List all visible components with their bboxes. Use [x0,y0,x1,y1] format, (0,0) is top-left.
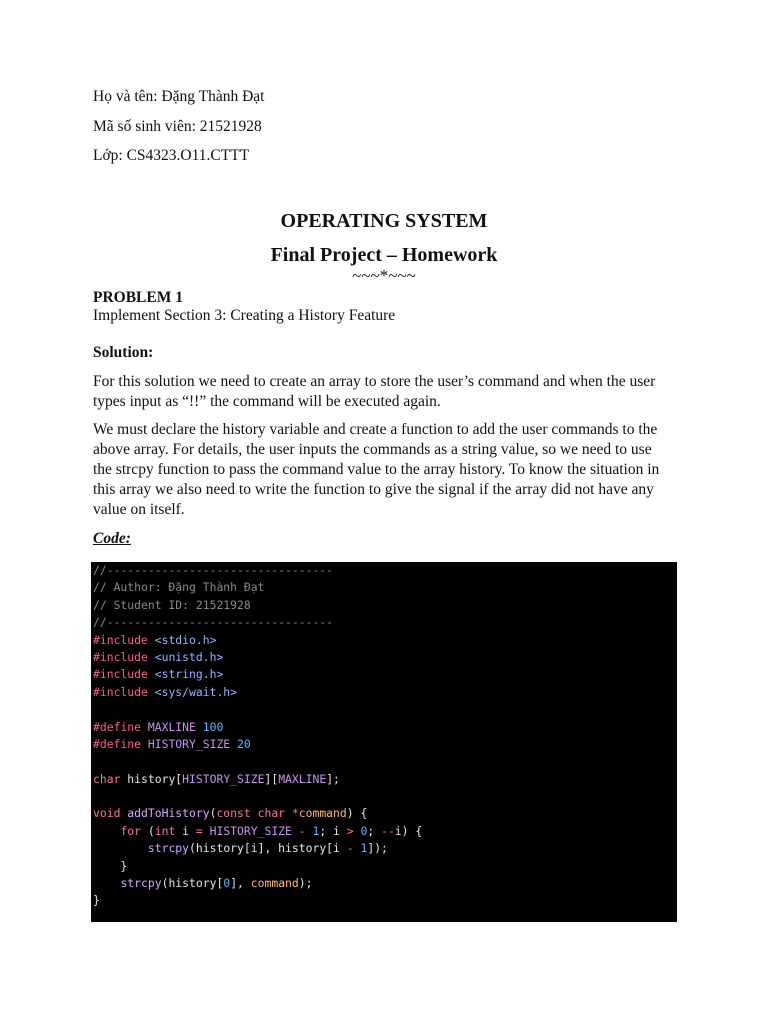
code-token: ) { [346,806,368,821]
code-token: #include [93,667,155,682]
code-token: strcpy [147,841,190,856]
code-token: 1 [360,841,368,856]
code-token: #include [93,684,155,699]
code-token: = [195,823,210,838]
code-token: <sys/wait.h> [154,684,238,699]
code-token: MAXLINE [147,719,203,734]
code-token: MAXLINE [278,771,327,786]
solution-paragraph-1: For this solution we need to create an array to store the user’s command and when the user types input as “!!” the command will be executed again. [93,373,656,410]
code-token: ); [298,876,313,891]
code-line [93,684,677,701]
code-token: #include [93,632,155,647]
code-listing [91,562,677,910]
code-token: 0 [360,823,368,838]
code-token: > [346,823,361,838]
code-token: 0 [223,876,231,891]
code-token: char [93,771,128,786]
code-line [93,875,677,892]
student-id: Mã số sinh viên: 21521928 [93,118,262,135]
code-line [93,736,677,753]
code-token: HISTORY_SIZE [182,771,265,786]
code-token: command [250,876,299,891]
code-token: // Author: Đặng Thành Đạt [93,580,265,595]
code-token: ]); [367,841,388,856]
code-token: int [154,823,183,838]
code-token: -- [381,823,395,838]
code-token: ]; [326,771,340,786]
code-token: HISTORY_SIZE [209,823,299,838]
code-token: } [93,893,100,908]
code-token: (history[i], history[i [189,841,347,856]
student-name: Họ và tên: Đặng Thành Đạt [93,88,265,105]
code-token: //--------------------------------- [93,615,334,630]
code-token: history[ [127,771,183,786]
code-token: <unistd.h> [154,649,224,664]
code-line [93,892,677,909]
code-token: <stdio.h> [154,632,217,647]
code-token: ( [147,823,155,838]
code-line [93,858,677,875]
code-token: HISTORY_SIZE [147,736,238,751]
code-token: ; [367,823,382,838]
code-line [93,666,677,683]
code-token: ( [209,806,217,821]
code-token: i) { [394,823,423,838]
student-class: Lớp: CS4323.O11.CTTT [93,147,250,164]
code-token: (history[ [161,876,224,891]
problem-heading: PROBLEM 1 [93,289,183,306]
code-line [93,632,677,649]
code-block [91,562,677,922]
code-token: * [291,806,299,821]
code-label: Code: [93,530,131,547]
solution-paragraph-2: We must declare the history variable and create a function to add the user commands to the above array. For details, the user inputs the commands as a string value, so we need to use the strcpy function to pass the command value to the array history. To know the situation in this array we also need to write the function to give the signal if the array did not have any value on itself. [93,421,660,518]
code-line [93,614,677,631]
code-line [93,649,677,666]
code-line [93,753,677,770]
code-token [93,876,120,890]
code-line [93,562,677,579]
code-token: //--------------------------------- [93,563,334,577]
code-token [93,841,148,855]
code-token: ; i [319,823,347,838]
code-token: strcpy [120,876,162,891]
code-token: <string.h> [154,667,224,682]
document-subtitle: Final Project – Homework [270,244,498,266]
code-token: ][ [264,771,279,786]
code-line [93,597,677,614]
code-line [93,579,677,596]
code-line [93,771,677,788]
code-line [93,719,677,736]
code-line [93,788,677,805]
code-token: #define [93,736,148,751]
code-token: #define [93,719,148,734]
code-token: for [120,823,148,838]
code-line [93,805,677,822]
problem-description: Implement Section 3: Creating a History Feature [93,307,396,324]
document-title: OPERATING SYSTEM [280,210,488,232]
code-line [93,823,677,840]
code-token: 20 [237,736,251,751]
code-token: void [93,806,128,821]
code-token: command [298,806,347,821]
code-token: ], [230,876,251,891]
code-token: // Student ID: 21521928 [93,597,251,612]
code-token: } [93,858,128,873]
code-line [93,701,677,718]
code-token: - [346,841,361,856]
code-line [93,840,677,857]
code-token [93,824,120,838]
code-token: #include [93,649,155,664]
solution-heading: Solution: [93,344,154,361]
code-token: addToHistory [127,806,210,821]
code-token: i [182,823,196,838]
code-token: - [298,823,313,838]
code-token: const char [216,806,292,821]
code-token: 1 [312,823,320,838]
code-token: 100 [202,719,224,734]
title-ornament: ~~~*~~~ [352,266,416,285]
